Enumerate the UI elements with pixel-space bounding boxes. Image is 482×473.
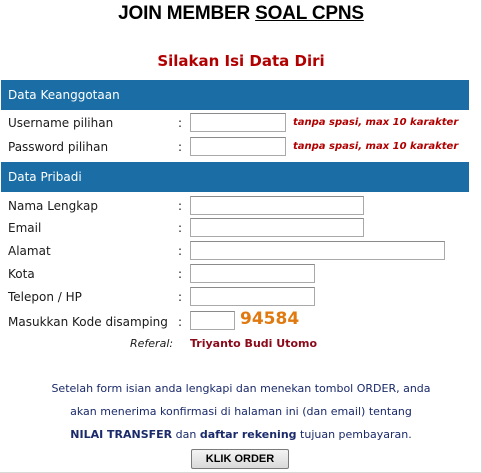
address-input[interactable] <box>190 241 445 260</box>
info-transfer-text: NILAI TRANSFER <box>70 428 173 441</box>
city-label: Kota <box>8 267 35 281</box>
password-colon: : <box>178 140 183 154</box>
captcha-input[interactable] <box>190 311 235 330</box>
captcha-label: Masukkan Kode disamping <box>8 315 168 329</box>
fullname-label: Nama Lengkap <box>8 199 98 213</box>
title-text: JOIN MEMBER <box>118 3 256 24</box>
fullname-colon: : <box>178 199 183 213</box>
info-and-text: dan <box>172 428 200 441</box>
referral-label: Referal: <box>130 337 174 350</box>
captcha-colon: : <box>178 315 183 329</box>
email-colon: : <box>178 221 183 235</box>
title-link-text: SOAL CPNS <box>255 3 364 24</box>
address-label: Alamat <box>8 244 51 258</box>
city-colon: : <box>178 267 183 281</box>
username-hint: tanpa spasi, max 10 karakter <box>293 117 459 128</box>
username-label: Username pilihan <box>8 116 114 130</box>
city-input[interactable] <box>190 264 315 283</box>
phone-colon: : <box>178 290 183 304</box>
info-end-text: tujuan pembayaran. <box>296 428 412 441</box>
phone-input[interactable] <box>190 287 315 306</box>
fullname-input[interactable] <box>190 196 364 215</box>
info-line-3 <box>0 428 482 441</box>
referral-name: Triyanto Budi Utomo <box>190 337 318 350</box>
info-line-1: Setelah form isian anda lengkapi dan menekan tombol ORDER, anda <box>51 382 431 395</box>
password-label: Password pilihan <box>8 140 109 154</box>
section-header-membership: Data Keanggotaan <box>1 80 469 110</box>
email-label: Email <box>8 221 42 235</box>
form-subtitle: Silakan Isi Data Diri <box>157 52 325 70</box>
phone-label: Telepon / HP <box>8 290 82 304</box>
address-colon: : <box>178 244 183 258</box>
password-input[interactable] <box>190 137 286 156</box>
username-colon: : <box>178 116 183 130</box>
section-header-personal: Data Pribadi <box>1 162 469 192</box>
captcha-code: 94584 <box>240 309 300 329</box>
info-account-text: daftar rekening <box>199 428 297 441</box>
page-title <box>0 3 482 25</box>
email-input[interactable] <box>190 218 364 237</box>
username-input[interactable] <box>190 113 286 132</box>
order-button[interactable]: KLIK ORDER <box>191 449 289 469</box>
info-line-2: akan menerima konfirmasi di halaman ini (dan email) tentang <box>70 405 412 418</box>
password-hint: tanpa spasi, max 10 karakter <box>293 141 459 152</box>
